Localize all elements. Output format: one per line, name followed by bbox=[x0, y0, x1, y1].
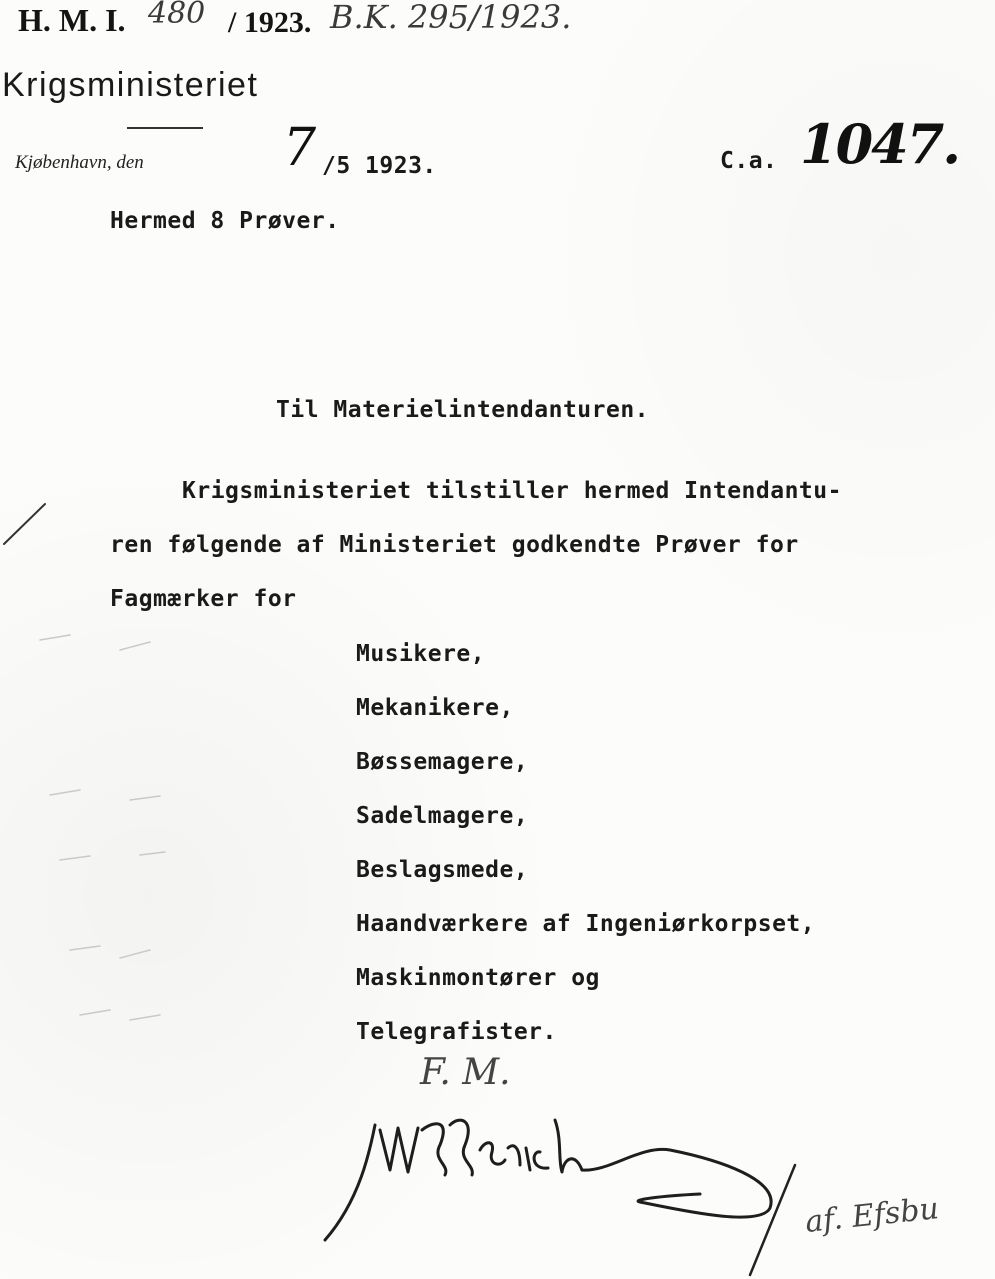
divider-rule bbox=[127, 127, 203, 129]
trade-list-item: Musikere, bbox=[356, 641, 486, 667]
case-label: C.a. bbox=[720, 148, 778, 174]
trade-list-item: Haandværkere af Ingeniørkorpset, bbox=[356, 911, 816, 937]
archive-reference: H. M. I. bbox=[18, 2, 126, 38]
recipient-line: Til Materielintendanturen. bbox=[276, 397, 650, 423]
case-number-handwritten: 1047. bbox=[800, 112, 960, 176]
trade-list-item: Sadelmagere, bbox=[356, 803, 529, 829]
trade-list-item: Bøssemagere, bbox=[356, 749, 529, 775]
archive-year: / 1923. bbox=[228, 6, 312, 39]
trade-list-item: Telegrafister. bbox=[356, 1019, 557, 1045]
signature-initials: F. M. bbox=[420, 1052, 511, 1093]
archive-number-handwritten: 480 bbox=[148, 0, 206, 31]
body-line: ren følgende af Ministeriet godkendte Prøver for bbox=[110, 532, 799, 558]
trade-list-item: Maskinmontører og bbox=[356, 965, 600, 991]
dateline-city: Kjøbenhavn, den bbox=[15, 152, 144, 173]
sender-ministry: Krigsministeriet bbox=[2, 66, 259, 104]
dateline-day-handwritten: 7 bbox=[283, 118, 317, 178]
countersignature: af. Efsbu bbox=[803, 1191, 941, 1240]
journal-reference-handwritten: B.K. 295/1923. bbox=[330, 0, 572, 36]
body-line: Krigsministeriet tilstiller hermed Intendantu- bbox=[182, 478, 842, 504]
faint-bleed-through-marks bbox=[0, 620, 200, 1040]
countersign-slash bbox=[740, 1160, 800, 1279]
trade-list-item: Mekanikere, bbox=[356, 695, 514, 721]
dateline-month-year: /5 1923. bbox=[322, 153, 437, 179]
margin-pencil-mark bbox=[0, 500, 60, 550]
trade-list-item: Beslagsmede, bbox=[356, 857, 529, 883]
enclosure-note: Hermed 8 Prøver. bbox=[110, 208, 340, 234]
body-line: Fagmærker for bbox=[110, 586, 297, 612]
